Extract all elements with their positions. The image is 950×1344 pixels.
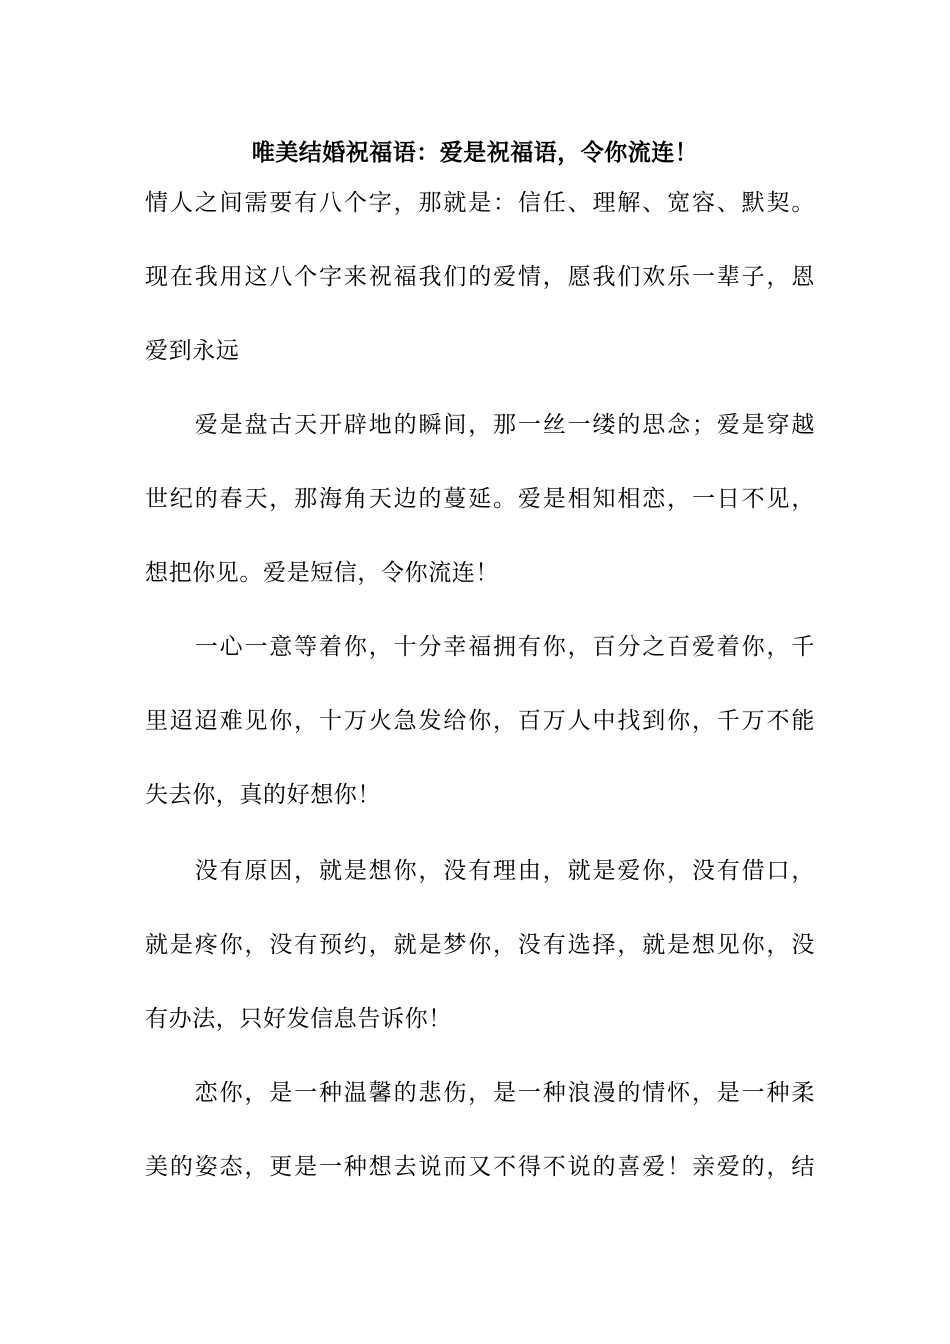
text-line-2: 现在我用这八个字来祝福我们的爱情，愿我们欢乐一辈子，恩 <box>145 264 815 290</box>
text-line-5: 世纪的春天，那海角天边的蔓延。爱是相知相恋，一日不见， <box>145 486 815 512</box>
text-line-6: 想把你见。爱是短信，令你流连！ <box>145 560 499 586</box>
text-line-7: 一心一意等着你，十分幸福拥有你，百分之百爱着你，千 <box>145 634 815 660</box>
text-line-8: 里迢迢难见你，十万火急发给你，百万人中找到你，千万不能 <box>145 708 815 734</box>
text-line-4: 爱是盘古天开辟地的瞬间，那一丝一缕的思念；爱是穿越 <box>145 412 815 438</box>
text-line-12: 有办法，只好发信息告诉你！ <box>145 1006 452 1032</box>
text-line-14: 美的姿态，更是一种想去说而又不得不说的喜爱！亲爱的，结 <box>145 1154 815 1180</box>
text-line-10: 没有原因，就是想你，没有理由，就是爱你，没有借口， <box>145 858 815 884</box>
text-line-9: 失去你，真的好想你！ <box>145 782 381 808</box>
text-line-11: 就是疼你，没有预约，就是梦你，没有选择，就是想见你，没 <box>145 932 815 958</box>
text-line-13: 恋你，是一种温馨的悲伤，是一种浪漫的情怀，是一种柔 <box>145 1080 815 1106</box>
document-title: 唯美结婚祝福语：爱是祝福语，令你流连！ <box>251 139 699 166</box>
text-line-3: 爱到永远 <box>145 338 240 364</box>
text-line-1: 情人之间需要有八个字，那就是：信任、理解、宽容、默契。 <box>145 190 815 216</box>
